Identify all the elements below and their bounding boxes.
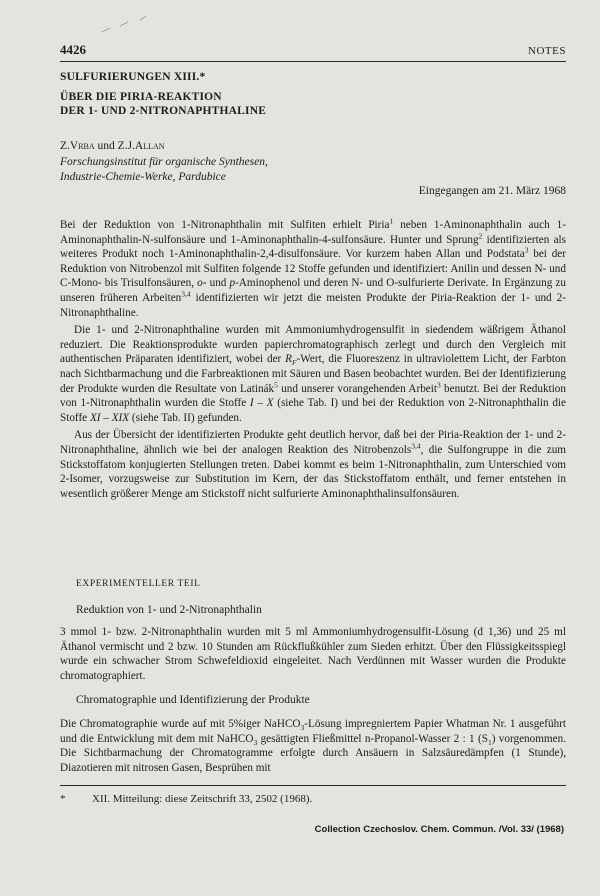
- affiliation: [60, 155, 268, 185]
- journal-citation: Collection Czechoslov. Chem. Commun. /Vol. 33/ (1968): [314, 824, 564, 835]
- paragraph-3: Aus der Übersicht der identifizierten Produkte geht deutlich hervor, daß bei der Piria-Reaktion der 1- und 2-Nitronaphthaline, ähnlich wie bei der analogen Reaktion des Nitrobenzols$^{3,4}$, die Sulfongruppe in die zum Stickstoffatom konjugierten Stellungen treten. Dabei kommt es beim 1-Nitronaphthalin, zum Unterschied vom 2-Isomer, vorzugsweise zur Substitution im Kern, der das Stickstoffatom enthält, und ferner entstehen in wesentlich größerer Menge am Stickstoff nicht sulfurierte Aminonaphthalinsulfonsäuren.: [60, 429, 567, 500]
- subsection-heading-1: Reduktion von 1- und 2-Nitronaphthalin: [76, 604, 262, 616]
- author-1-initial: Z.: [60, 140, 70, 152]
- authors: [60, 140, 165, 152]
- received-date: Eingegangen am 21. März 1968: [418, 185, 566, 197]
- affiliation-line-2: Industrie-Chemie-Werke, Pardubice: [60, 171, 226, 183]
- footnote-text: XII. Mitteilung: diese Zeitschrift 33, 2502 (1968).: [92, 793, 313, 805]
- article-body: [60, 218, 566, 504]
- authors-conjunction: und: [97, 140, 115, 152]
- article-title: [60, 70, 560, 118]
- paragraph-4: 3 mmol 1- bzw. 2-Nitronaphthalin wurden mit 5 ml Ammoniumhydrogensulfit-Lösung (d 1,36) und 25 ml Äthanol vermischt und 2 bzw. 10 Stunden am Rückflußkühler zum Sieden erhitzt. Über den Flüssigkeitsspiegl wurde ein schwacher Strom Schwefeldioxid eingeleitet. Nach Verdünnen mit Wasser wurden die Produkte chromatographiert.: [60, 626, 566, 682]
- footnote-mark: *: [60, 793, 66, 805]
- title-line-2: ÜBER DIE PIRIA-REAKTION: [60, 91, 222, 103]
- paragraph-2: Die 1- und 2-Nitronaphthaline wurden mit Ammoniumhydrogensulfit in siedendem wäßrigem Äthanol reduziert. Die Reaktionsprodukte wurden papierchromatographisch zerlegt und durch den Vergleich mit authentischen Präparaten identifiziert, wobei der $R_F$-Wert, die Fluoreszenz in ultraviolettem Licht, der Farbton nach Sichtbarmachung und die Farbreaktionen mit Säuren und Basen beobachtet wurden. Bei der Identifizierung der Produkte wurden die Resultate von Latinák$^5$ und unserer vorangehenden Arbeit$^3$ benutzt. Bei der Reduktion von 1-Nitronaphthalin wurden die Stoffe I – X (siehe Tab. I) und bei der Reduktion von 2-Nitronaphthalin die Stoffe XI – XIX (siehe Tab. II) gefunden.: [60, 324, 567, 424]
- footnote-divider: [60, 785, 566, 786]
- page-header: [60, 42, 566, 62]
- author-1-name: Vrba: [69, 140, 95, 152]
- title-line-3: DER 1- UND 2-NITRONAPHTHALINE: [60, 105, 267, 117]
- subsection-heading-2: Chromatographie und Identifizierung der Produkte: [76, 694, 310, 706]
- page-number: 4426: [60, 42, 86, 57]
- running-head: NOTES: [528, 45, 566, 57]
- paragraph-5: Die Chromatographie wurde auf mit 5%iger NaHCO$_3$-Lösung impregniertem Papier Whatman Nr. 1 ausgeführt und die Entwicklung mit dem mit NaHCO$_3$ gesättigten Fließmittel n-Propanol-Wasser 2 : 1 $(S_1)$ vorgenommen. Die Sichtbarmachung der Chromatogramme erfolgte durch Ansäuern in Salzsäuredämpfen (1 Stunde), Diazotieren mit nitrosen Gasen, Besprühen mit: [60, 718, 567, 774]
- paragraph-1: Bei der Reduktion von 1-Nitronaphthalin mit Sulfiten erhielt Piria$^1$ neben 1-Aminonaphthalin auch 1-Aminonaphthalin-N-sulfonsäure und 1-Aminonaphthalin-4-sulfonsäure. Hunter und Sprung$^2$ identifizierten als weiteres Produkt noch 1-Aminonaphthalin-2,4-disulfonsäure. Vor kurzem haben Allan und Podstata$^3$ bei der Reduktion von Nitrobenzol mit Sulfiten folgende 12 Stoffe gefunden und identifiziert: Anilin und dessen N- und C-Mono- bis Trisulfonsäuren, o- und p-Aminophenol und deren N- und O-sulfurierte Derivate. In Ergänzung zu unseren früheren Arbeiten$^{3,4}$ identifizierten wir jetzt die meisten Produkte der Piria-Reaktion der 1- und 2-Nitronaphthaline.: [60, 216, 566, 319]
- pencil-mark: [100, 14, 160, 36]
- section-heading: EXPERIMENTELLER TEIL: [76, 579, 201, 589]
- affiliation-line-1: Forschungsinstitut für organische Synthesen,: [60, 156, 268, 168]
- author-2-initial: Z.J.: [117, 140, 135, 152]
- title-line-1: SULFURIERUNGEN XIII.*: [60, 71, 206, 83]
- author-2-name: Allan: [134, 140, 165, 152]
- footnote: [60, 793, 312, 805]
